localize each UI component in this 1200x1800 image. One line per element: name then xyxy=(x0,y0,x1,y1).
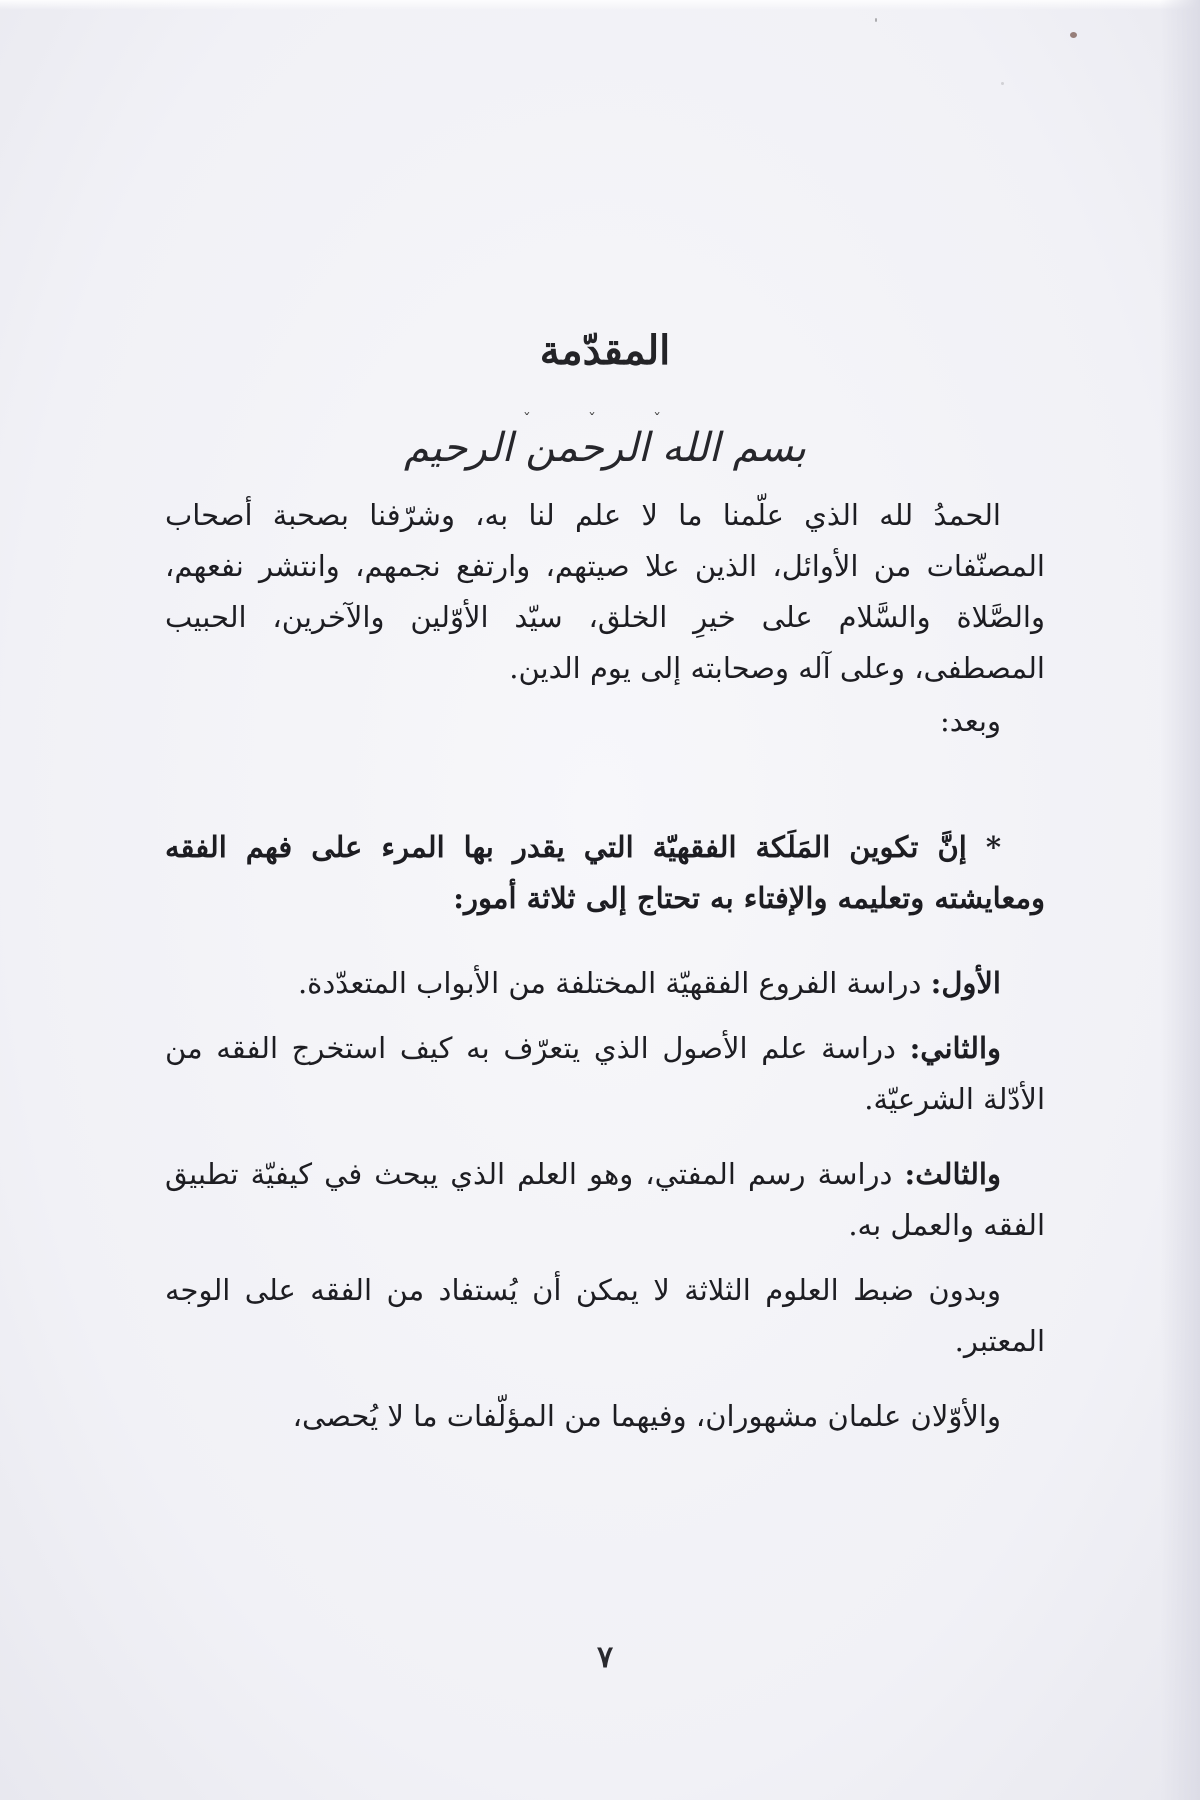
item-label-third: والثالث: xyxy=(904,1157,1001,1191)
paragraph-hamd: الحمدُ لله الذي علّمنا ما لا علم لنا به، وشرّفنا بصحبة أصحاب المصنّفات من الأوائل، الذين علا صيتهم، وارتفع نجمهم، وانتشر نفعهم، والصَّلاة والسَّلام على خيرِ الخلق، سيّد الأوّلين والآخرين، الحبيب المصطفى، وعلى آله وصحابته إلى يوم الدين. xyxy=(165,498,1045,685)
paragraph-wabad: وبعد: xyxy=(939,704,1001,738)
paper-speck xyxy=(1070,32,1077,38)
item-text-third: دراسة رسم المفتي، وهو العلم الذي يبحث في كيفيّة تطبيق الفقه والعمل به. xyxy=(165,1157,1045,1242)
chapter-title: المقدّمة xyxy=(539,326,671,374)
body-block-1 xyxy=(165,490,1045,747)
paper-speck xyxy=(875,18,877,22)
item-label-second: والثاني: xyxy=(909,1031,1002,1065)
paragraph-second xyxy=(165,1023,1045,1125)
basmala-ornament-icon: ˇ ˇ ˇ xyxy=(522,410,688,429)
body-block-3 xyxy=(165,958,1045,1442)
paragraph-first xyxy=(165,958,1045,1009)
paragraph-intro: * إنَّ تكوين المَلَكة الفقهيّة التي يقدر بها المرء على فهم الفقه ومعايشته وتعليمه والإفتاء به تحتاج إلى ثلاثة أمور: xyxy=(165,830,1045,915)
paragraph-first-two: والأوّلان علمان مشهوران، وفيهما من المؤلّفات ما لا يُحصى، xyxy=(292,1399,1001,1433)
page-number: ٧ xyxy=(596,1640,614,1675)
paragraph-without: وبدون ضبط العلوم الثلاثة لا يمكن أن يُستفاد من الفقه على الوجه المعتبر. xyxy=(165,1273,1045,1358)
body-block-2 xyxy=(165,822,1045,924)
page-edge-top xyxy=(0,0,1200,10)
item-text-first: دراسة الفروع الفقهيّة المختلفة من الأبواب المتعدّدة. xyxy=(297,966,922,1000)
basmala-calligraphy: بسم الله الرحمن الرحيم xyxy=(403,425,807,471)
item-text-second: دراسة علم الأصول الذي يتعرّف به كيف استخرج الفقه من الأدّلة الشرعيّة. xyxy=(165,1031,1045,1116)
item-label-first: الأول: xyxy=(930,966,1001,1000)
paper-speck xyxy=(1001,82,1004,85)
page-edge-shadow xyxy=(1160,0,1200,1800)
paragraph-third xyxy=(165,1149,1045,1251)
